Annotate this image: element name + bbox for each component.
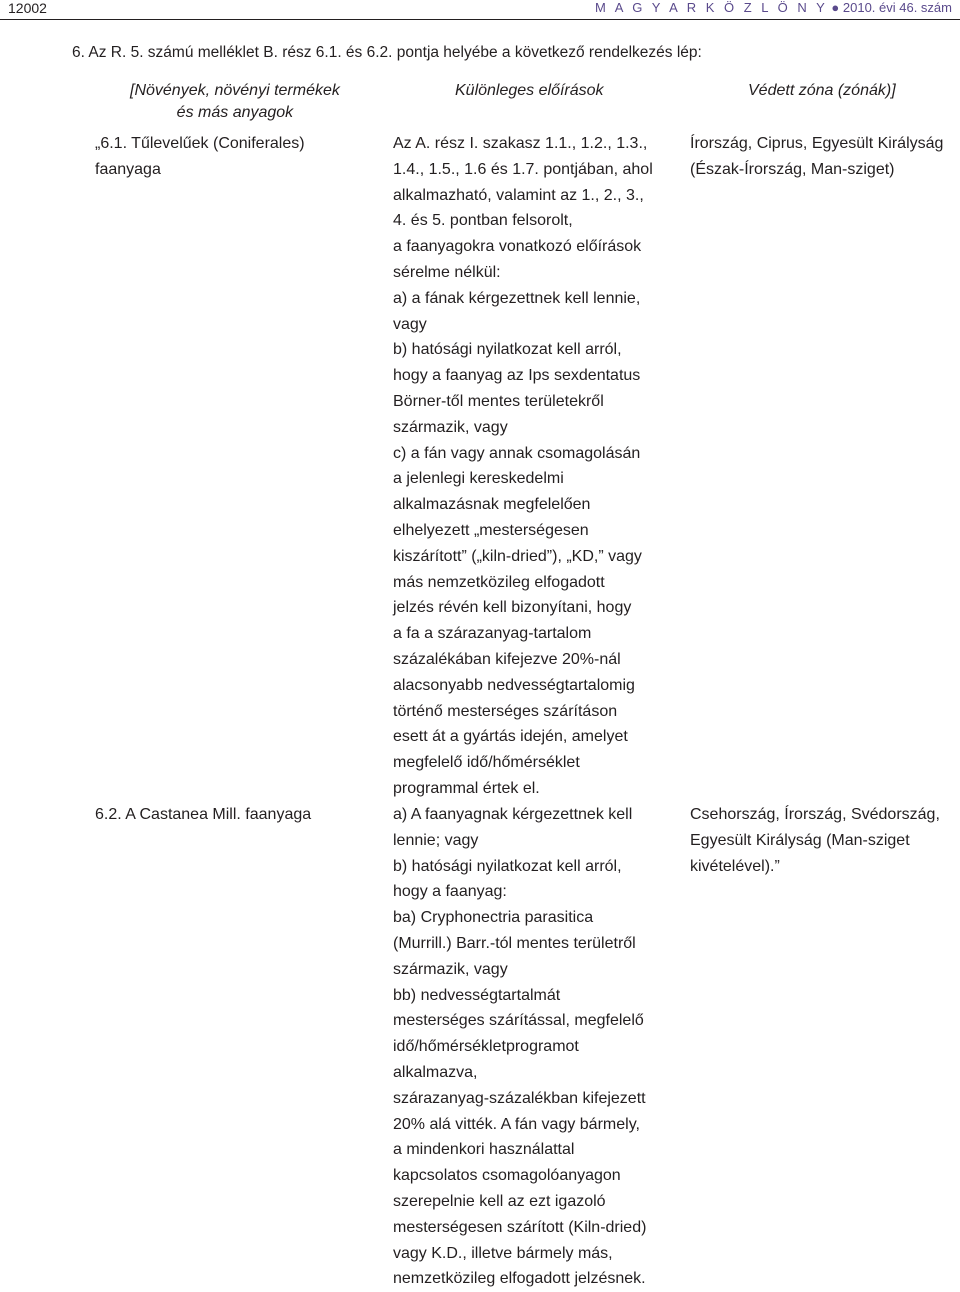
requirement-line: b) hatósági nyilatkozat kell arról, [393, 857, 622, 875]
requirement-line: lennie; vagy [393, 831, 479, 849]
requirement-line: a faanyagokra vonatkozó előírások [393, 238, 642, 256]
column-header-item-line: [Növények, növényi termékek [130, 82, 340, 99]
requirement-line: Az A. rész I. szakasz 1.1., 1.2., 1.3., [393, 135, 648, 152]
requirement-line: százalékában kifejezve 20%-nál [393, 650, 621, 668]
requirement-line: szárazanyag-százalékban kifejezett [393, 1089, 646, 1107]
issue-number: 2010. évi 46. szám [842, 0, 952, 15]
page-number: 12002 [8, 0, 47, 16]
requirement-line: mesterségesen szárított (Kiln-dried) [393, 1218, 647, 1236]
requirement-line: hogy a faanyag: [393, 883, 507, 901]
row-2-requirements [393, 802, 646, 1292]
requirement-line: bb) nedvességtartalmát [393, 986, 561, 1004]
zone-line: kivételével).” [690, 857, 780, 875]
page-header [0, 0, 960, 20]
requirement-line: vagy [393, 315, 427, 333]
requirement-line: 4. és 5. pontban felsorolt, [393, 212, 573, 230]
requirement-line: nemzetközileg elfogadott jelzésnek. [393, 1270, 646, 1288]
requirement-line: alkalmazva, [393, 1063, 478, 1081]
requirement-line: 1.4., 1.5., 1.6 és 1.7. pontjában, ahol [393, 160, 653, 178]
zone-line: Egyesült Királyság (Man-sziget [690, 831, 910, 849]
journal-info [595, 0, 952, 16]
item-line: 6.2. A Castanea Mill. faanyaga [95, 806, 312, 823]
requirement-line: a fa a szárazanyag-tartalom [393, 625, 592, 643]
requirement-line: sérelme nélkül: [393, 263, 501, 281]
requirement-line: a) A faanyagnak kérgezettnek kell [393, 806, 633, 823]
requirement-line: megfelelő idő/hőmérséklet [393, 754, 580, 772]
requirement-line: kiszárított” („kiln-dried”), „KD,” vagy [393, 547, 642, 565]
row-2-item [95, 802, 311, 828]
requirement-line: a) a fának kérgezettnek kell lennie, [393, 289, 641, 307]
row-1-item [95, 131, 305, 183]
requirement-line: a jelenlegi kereskedelmi [393, 470, 564, 488]
requirement-line: elhelyezett „mesterségesen [393, 521, 589, 539]
header-rule [0, 19, 960, 20]
requirement-line: jelzés révén kell bizonyítani, hogy [393, 599, 632, 617]
requirement-line: a mindenkori használattal [393, 1141, 575, 1159]
row-2-zones [690, 802, 940, 879]
requirement-line: alacsonyabb nedvességtartalomig [393, 676, 635, 694]
requirement-line: alkalmazásnak megfelelően [393, 496, 591, 514]
zone-line: (Észak-Írország, Man-sziget) [690, 160, 895, 178]
zone-line: Írország, Ciprus, Egyesült Királyság [690, 135, 944, 152]
requirement-line: (Murrill.) Barr.-tól mentes területről [393, 934, 636, 952]
row-1-zones [690, 131, 943, 183]
item-line: faanyaga [95, 160, 161, 178]
requirement-line: alkalmazható, valamint az 1., 2., 3., [393, 186, 644, 204]
requirement-line: mesterséges szárítással, megfelelő [393, 1012, 644, 1030]
bullet-separator: ● [831, 0, 843, 15]
requirement-line: Börner-től mentes területekről [393, 392, 604, 410]
requirement-line: programmal értek el. [393, 779, 540, 797]
requirement-line: származik, vagy [393, 960, 508, 978]
requirement-line: vagy K.D., illetve bármely más, [393, 1244, 613, 1262]
item-line: „6.1. Tűlevelűek (Coniferales) [95, 135, 305, 152]
requirement-line: kapcsolatos csomagolóanyagon [393, 1167, 621, 1185]
requirement-line: hogy a faanyag az Ips sexdentatus [393, 367, 641, 385]
column-header-requirements: Különleges előírások [455, 82, 604, 99]
column-header-item-line: és más anyagok [176, 104, 294, 121]
requirement-line: származik, vagy [393, 418, 508, 436]
requirement-line: 20% alá vitték. A fán vagy bármely, [393, 1115, 640, 1133]
requirement-line: c) a fán vagy annak csomagolásán [393, 444, 641, 462]
column-header-item [130, 80, 340, 124]
zone-line: Csehország, Írország, Svédország, [690, 806, 940, 823]
requirement-line: ba) Cryphonectria parasitica [393, 909, 594, 927]
requirement-line: szerepelnie kell az ezt igazoló [393, 1192, 606, 1210]
intro-paragraph: 6. Az R. 5. számú melléklet B. rész 6.1. és 6.2. pontja helyébe a következő rendelkezés lép: [72, 44, 702, 61]
journal-title: M A G Y A R K Ö Z L Ö N Y [595, 0, 828, 15]
requirement-line: b) hatósági nyilatkozat kell arról, [393, 341, 622, 359]
row-1-requirements [393, 131, 653, 802]
column-header-zones: Védett zóna (zónák)] [748, 82, 896, 99]
requirement-line: idő/hőmérsékletprogramot [393, 1038, 579, 1056]
requirement-line: történő mesterséges szárításon [393, 702, 618, 720]
requirement-line: más nemzetközileg elfogadott [393, 573, 605, 591]
requirement-line: esett át a gyártás idején, amelyet [393, 728, 628, 746]
